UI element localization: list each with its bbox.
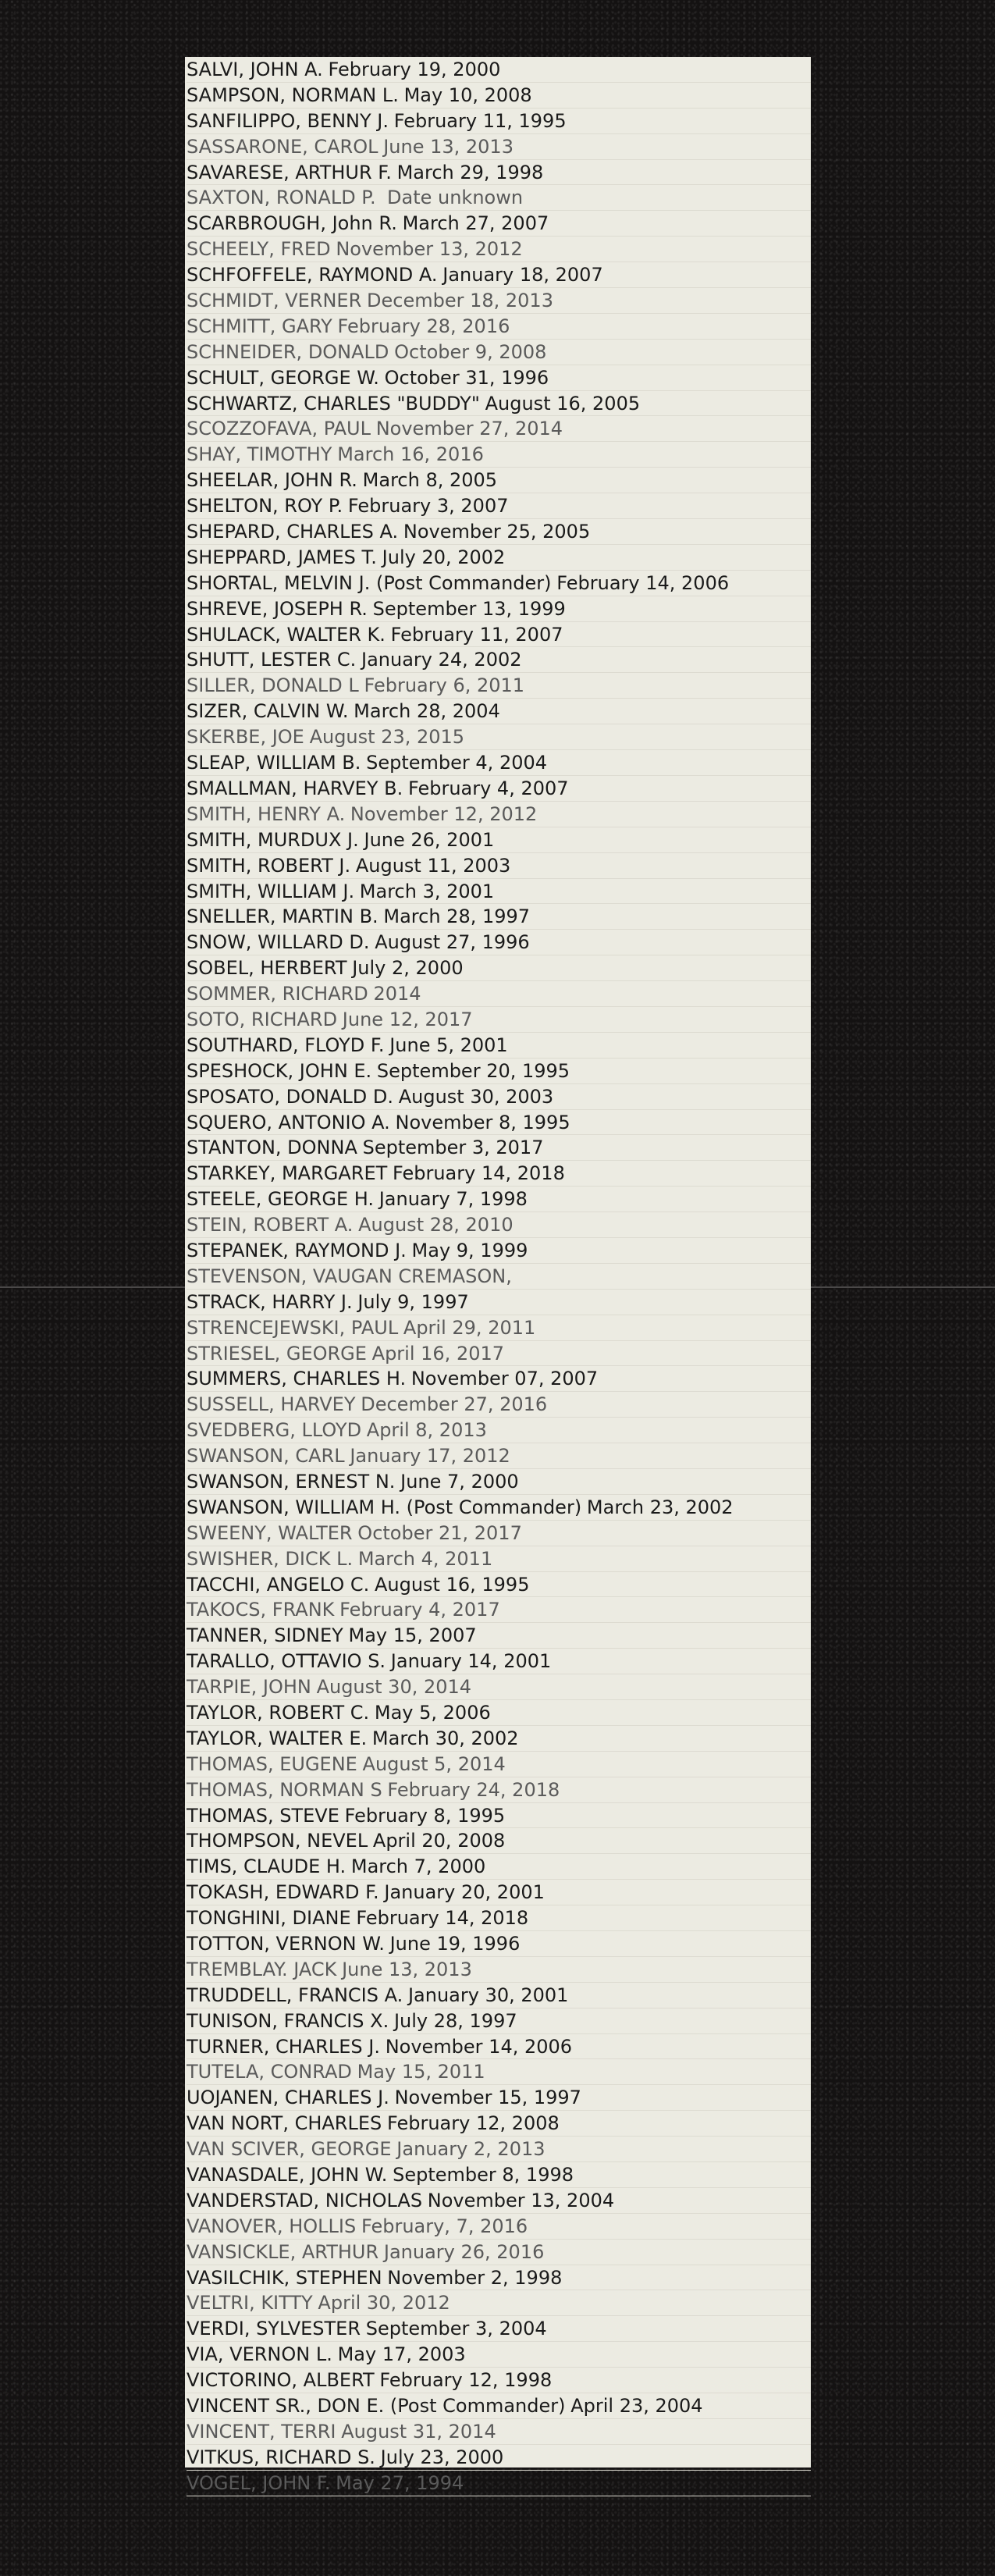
list-item [187, 1315, 811, 1341]
member-name: SMALLMAN, HARVEY B. [187, 777, 403, 799]
list-item [187, 1264, 811, 1290]
member-date: August 30, 2003 [398, 1085, 554, 1108]
member-name: TACCHI, ANGELO C. [187, 1573, 370, 1596]
list-item [187, 647, 811, 673]
member-date: January 18, 2007 [442, 264, 603, 286]
member-name: VITKUS, RICHARD S. [187, 2446, 375, 2468]
member-name: TAKOCS, FRANK [187, 1599, 335, 1621]
member-name: TUNISON, FRANCIS X. [187, 2009, 389, 2032]
member-date: August 23, 2015 [309, 726, 465, 749]
member-name: VANDERSTAD, NICHOLAS [187, 2189, 423, 2211]
member-name: VIA, VERNON L. [187, 2343, 332, 2366]
member-name: SHORTAL, MELVIN J. (Post Commander) [187, 571, 552, 594]
list-item [187, 493, 811, 519]
member-name: STEIN, ROBERT A. [187, 1214, 354, 1236]
member-name: SHEPARD, CHARLES A. [187, 521, 399, 543]
member-name: SASSARONE, CAROL [187, 135, 378, 158]
member-date: November 07, 2007 [410, 1368, 599, 1390]
list-item [187, 185, 811, 211]
list-item [187, 391, 811, 417]
member-name: TUTELA, CONRAD [187, 2061, 352, 2083]
member-date: June 12, 2017 [342, 1008, 473, 1030]
member-date: January 7, 1998 [378, 1188, 528, 1211]
member-date: March 23, 2002 [586, 1496, 734, 1518]
member-date: February, 7, 2016 [361, 2215, 528, 2237]
member-name: SCHWARTZ, CHARLES "BUDDY" [187, 392, 480, 415]
member-date: July 28, 1997 [393, 2009, 517, 2032]
member-name: VANASDALE, JOHN W. [187, 2164, 388, 2186]
member-date: February 8, 1995 [344, 1804, 506, 1827]
member-date: June 19, 1996 [389, 1933, 521, 1955]
member-name: STRACK, HARRY J. [187, 1290, 353, 1313]
member-name: SWEENY, WALTER [187, 1521, 353, 1544]
member-date: February 4, 2007 [407, 777, 569, 799]
member-date: February 28, 2016 [337, 315, 510, 337]
member-date: March 4, 2011 [357, 1547, 493, 1570]
list-item [187, 2188, 811, 2214]
memorial-name-panel [185, 57, 811, 2494]
member-date: May 27, 1994 [336, 2471, 464, 2494]
list-item [187, 416, 811, 442]
member-name: STRENCEJEWSKI, PAUL [187, 1316, 399, 1339]
member-name: SPOSATO, DONALD D. [187, 1085, 393, 1108]
member-name: SHULACK, WALTER K. [187, 623, 386, 646]
member-name: SMITH, ROBERT J. [187, 854, 351, 877]
member-date: March 8, 2005 [362, 469, 498, 492]
member-name: SMITH, HENRY A. [187, 802, 346, 825]
member-name: SOMMER, RICHARD [187, 983, 368, 1005]
list-item [187, 160, 811, 186]
list-item [187, 1469, 811, 1495]
member-name: TOKASH, EDWARD F. [187, 1881, 379, 1904]
list-item [187, 622, 811, 648]
member-name: VAN NORT, CHARLES [187, 2112, 382, 2135]
member-date: March 28, 2004 [354, 700, 500, 723]
member-date: April 30, 2012 [318, 2292, 450, 2314]
member-date: December 18, 2013 [367, 290, 553, 312]
member-name: SWANSON, ERNEST N. [187, 1470, 396, 1493]
list-item [187, 1546, 811, 1572]
member-date: May 15, 2007 [348, 1624, 477, 1647]
list-item [187, 853, 811, 879]
list-item [187, 2240, 811, 2265]
member-date: July 2, 2000 [352, 957, 464, 980]
list-item [187, 2034, 811, 2060]
list-item [187, 2445, 811, 2471]
member-date: June 7, 2000 [400, 1470, 519, 1493]
member-date: 2014 [373, 983, 421, 1005]
member-date: February 12, 1998 [379, 2369, 553, 2392]
member-name: VICTORINO, ALBERT [187, 2369, 375, 2392]
member-date: Date unknown [381, 187, 524, 209]
member-name: VINCENT SR., DON E. (Post Commander) [187, 2395, 566, 2418]
list-item [187, 2419, 811, 2445]
list-item [187, 1674, 811, 1700]
member-date: May 15, 2011 [357, 2061, 485, 2083]
member-name: TIMS, CLAUDE H. [187, 1856, 346, 1878]
list-item [187, 1135, 811, 1161]
list-item [187, 211, 811, 237]
member-name: SCHULT, GEORGE W. [187, 366, 379, 389]
member-name: TARPIE, JOHN [187, 1676, 311, 1699]
member-date: November 15, 1997 [394, 2087, 581, 2109]
member-date: March 27, 2007 [402, 212, 549, 235]
list-item [187, 2008, 811, 2034]
list-item [187, 2085, 811, 2111]
list-item [187, 750, 811, 776]
member-date: February 24, 2018 [387, 1778, 560, 1801]
list-item [187, 83, 811, 109]
list-item [187, 2111, 811, 2137]
member-date: May 17, 2003 [337, 2343, 466, 2366]
list-item [187, 468, 811, 493]
member-name: SCHMITT, GARY [187, 315, 332, 337]
list-item [187, 1033, 811, 1059]
member-date: March 28, 1997 [383, 906, 531, 928]
list-item [187, 1212, 811, 1238]
member-date: May 9, 1999 [411, 1239, 528, 1261]
member-date: June 5, 2001 [389, 1034, 508, 1056]
member-date: November 25, 2005 [403, 521, 591, 543]
list-item [187, 1803, 811, 1829]
member-name: THOMPSON, NEVEL [187, 1830, 368, 1852]
member-name: SCARBROUGH, John R. [187, 212, 397, 235]
member-name: SOUTHARD, FLOYD F. [187, 1034, 385, 1056]
member-name: SWANSON, CARL [187, 1445, 345, 1468]
member-date: August 11, 2003 [355, 854, 511, 877]
member-date: October 9, 2008 [394, 340, 547, 363]
member-date: January 17, 2012 [350, 1445, 510, 1468]
list-item [187, 2162, 811, 2188]
list-item [187, 2368, 811, 2393]
list-item [187, 1290, 811, 1315]
member-name: SIZER, CALVIN W. [187, 700, 349, 723]
member-date: November 14, 2006 [385, 2035, 573, 2058]
list-item [187, 134, 811, 160]
list-item [187, 673, 811, 699]
member-date: February 12, 2008 [386, 2112, 560, 2135]
member-date: February 4, 2017 [339, 1599, 500, 1621]
list-item [187, 1007, 811, 1033]
list-item [187, 724, 811, 750]
list-item [187, 519, 811, 545]
member-date: April 8, 2013 [366, 1419, 487, 1442]
member-date: March 30, 2002 [371, 1727, 519, 1749]
member-name: SPESHOCK, JOHN E. [187, 1059, 372, 1082]
member-date: January 26, 2016 [383, 2240, 545, 2263]
member-name: SHELTON, ROY P. [187, 495, 343, 518]
member-name: SCHMIDT, VERNER [187, 290, 362, 312]
member-date: August 31, 2014 [341, 2420, 496, 2443]
member-date: January 24, 2002 [361, 649, 522, 671]
list-item [187, 365, 811, 391]
member-name: VAN SCIVER, GEORGE [187, 2138, 392, 2161]
member-name: VINCENT, TERRI [187, 2420, 336, 2443]
member-date: September 3, 2004 [365, 2318, 547, 2340]
list-item [187, 1521, 811, 1546]
list-item [187, 314, 811, 340]
list-item [187, 109, 811, 134]
member-name: TOTTON, VERNON W. [187, 1933, 385, 1955]
list-item [187, 1418, 811, 1443]
member-name: VELTRI, KITTY [187, 2292, 313, 2314]
list-item [187, 1238, 811, 1264]
member-name: TONGHINI, DIANE [187, 1907, 351, 1930]
member-date: February 11, 2007 [390, 623, 563, 646]
member-date: May 10, 2008 [403, 84, 532, 106]
member-name: SCHNEIDER, DONALD [187, 340, 389, 363]
member-date: August 27, 1996 [375, 931, 530, 954]
member-name: SOTO, RICHARD [187, 1008, 338, 1030]
list-item [187, 955, 811, 981]
member-date: April 16, 2017 [371, 1342, 505, 1364]
list-item [187, 1777, 811, 1803]
list-item [187, 1341, 811, 1367]
member-date: January 14, 2001 [390, 1650, 552, 1673]
member-name: TAYLOR, WALTER E. [187, 1727, 368, 1749]
list-item [187, 2214, 811, 2240]
member-date: March 3, 2001 [359, 880, 495, 902]
list-item [187, 802, 811, 827]
member-date: September 4, 2004 [366, 752, 548, 774]
member-date: June 13, 2013 [342, 1958, 472, 1980]
name-list [187, 57, 811, 2496]
member-date: January 30, 2001 [407, 1984, 569, 2006]
member-date: September 8, 1998 [393, 2164, 574, 2186]
member-date: February 14, 2018 [356, 1907, 529, 1930]
list-item [187, 1880, 811, 1905]
member-name: SNOW, WILLARD D. [187, 931, 370, 954]
member-name: SANFILIPPO, BENNY J. [187, 109, 389, 132]
member-date: November 2, 1998 [387, 2266, 563, 2289]
member-name: SQUERO, ANTONIO A. [187, 1111, 390, 1133]
member-date: September 20, 1995 [376, 1059, 570, 1082]
member-name: SCHFOFFELE, RAYMOND A. [187, 264, 438, 286]
member-date: August 16, 1995 [374, 1573, 530, 1596]
member-date: October 31, 1996 [384, 366, 549, 389]
member-name: VERDI, SYLVESTER [187, 2318, 361, 2340]
member-date: September 13, 1999 [372, 597, 566, 620]
member-name: SHUTT, LESTER C. [187, 649, 357, 671]
member-date: May 5, 2006 [374, 1702, 491, 1724]
list-item [187, 879, 811, 905]
member-date: January 20, 2001 [384, 1881, 545, 1904]
member-name: SLEAP, WILLIAM B. [187, 752, 361, 774]
list-item [187, 699, 811, 724]
member-name: SNELLER, MARTIN B. [187, 906, 378, 928]
member-name: SUSSELL, HARVEY [187, 1393, 356, 1416]
member-name: STEVENSON, VAUGAN CREMASON, [187, 1265, 512, 1287]
member-name: TURNER, CHARLES J. [187, 2035, 380, 2058]
member-name: VOGEL, JOHN F. [187, 2471, 331, 2494]
list-item [187, 1366, 811, 1392]
list-item [187, 571, 811, 596]
list-item [187, 1572, 811, 1598]
member-date: July 9, 1997 [357, 1290, 469, 1313]
list-item [187, 2137, 811, 2162]
member-name: THOMAS, STEVE [187, 1804, 339, 1827]
member-date: July 20, 2002 [382, 546, 506, 568]
member-name: SAXTON, RONALD P. [187, 187, 376, 209]
member-date: June 26, 2001 [364, 828, 495, 851]
member-name: SMITH, MURDUX J. [187, 828, 359, 851]
member-date: April 20, 2008 [372, 1830, 506, 1852]
member-date: September 3, 2017 [362, 1137, 544, 1159]
member-name: THOMAS, NORMAN S [187, 1778, 382, 1801]
member-date: January 2, 2013 [396, 2138, 545, 2161]
member-date: February 3, 2007 [347, 495, 509, 518]
member-date: October 21, 2017 [357, 1521, 522, 1544]
list-item [187, 1726, 811, 1752]
member-date: August 5, 2014 [362, 1752, 506, 1775]
list-item [187, 596, 811, 622]
member-date: February 14, 2006 [556, 571, 730, 594]
member-name: VASILCHIK, STEPHEN [187, 2266, 382, 2289]
member-name: STRIESEL, GEORGE [187, 1342, 367, 1364]
list-item [187, 1957, 811, 1983]
member-name: TRUDDELL, FRANCIS A. [187, 1984, 403, 2006]
list-item [187, 1983, 811, 2008]
member-date: November 13, 2004 [427, 2189, 615, 2211]
member-name: SAMPSON, NORMAN L. [187, 84, 399, 106]
list-item [187, 1649, 811, 1674]
list-item [187, 2471, 811, 2496]
member-date: August 28, 2010 [358, 1214, 513, 1236]
member-name: STANTON, DONNA [187, 1137, 357, 1159]
list-item [187, 1084, 811, 1110]
member-name: SALVI, JOHN A. [187, 59, 323, 80]
member-date: June 13, 2013 [383, 135, 513, 158]
list-item [187, 545, 811, 571]
list-item [187, 1059, 811, 1084]
list-item [187, 1392, 811, 1418]
list-item [187, 1110, 811, 1136]
member-date: March 16, 2016 [337, 443, 484, 466]
list-item [187, 2265, 811, 2291]
list-item [187, 1854, 811, 1880]
member-date: November 12, 2012 [350, 802, 538, 825]
list-item [187, 981, 811, 1007]
member-name: SCOZZOFAVA, PAUL [187, 418, 371, 440]
list-item [187, 262, 811, 288]
member-name: SKERBE, JOE [187, 726, 304, 749]
member-name: VANSICKLE, ARTHUR [187, 2240, 379, 2263]
list-item [187, 2393, 811, 2419]
list-item [187, 1931, 811, 1957]
member-date: April 29, 2011 [403, 1316, 536, 1339]
list-item [187, 1443, 811, 1469]
list-item [187, 340, 811, 365]
member-name: SUMMERS, CHARLES H. [187, 1368, 407, 1390]
member-name: SOBEL, HERBERT [187, 957, 347, 980]
list-item [187, 1495, 811, 1521]
member-date: August 30, 2014 [316, 1676, 472, 1699]
member-name: SAVARESE, ARTHUR F. [187, 161, 392, 183]
member-name: VANOVER, HOLLIS [187, 2215, 357, 2237]
member-name: SILLER, DONALD L [187, 674, 359, 697]
list-item [187, 237, 811, 262]
list-item [187, 2316, 811, 2342]
list-item [187, 2059, 811, 2085]
list-item [187, 827, 811, 853]
member-date: November 27, 2014 [375, 418, 563, 440]
member-name: SCHEELY, FRED [187, 238, 331, 261]
list-item [187, 1597, 811, 1623]
member-date: April 23, 2004 [570, 2395, 703, 2418]
member-name: STEPANEK, RAYMOND J. [187, 1239, 407, 1261]
list-item [187, 1752, 811, 1777]
member-name: TARALLO, OTTAVIO S. [187, 1650, 386, 1673]
list-item [187, 2342, 811, 2368]
list-item [187, 442, 811, 468]
member-date: November 13, 2012 [336, 238, 523, 261]
list-item [187, 904, 811, 930]
member-name: STARKEY, MARGARET [187, 1162, 388, 1185]
member-date: February 6, 2011 [364, 674, 525, 697]
member-name: STEELE, GEORGE H. [187, 1188, 374, 1211]
member-name: UOJANEN, CHARLES J. [187, 2087, 389, 2109]
member-date: December 27, 2016 [361, 1393, 548, 1416]
member-name: SHAY, TIMOTHY [187, 443, 332, 466]
member-name: SWISHER, DICK L. [187, 1547, 354, 1570]
member-date: February 19, 2000 [328, 59, 501, 80]
list-item [187, 1623, 811, 1649]
member-date: February 11, 1995 [393, 109, 567, 132]
member-date: March 7, 2000 [350, 1856, 486, 1878]
member-date: August 16, 2005 [485, 392, 641, 415]
list-item [187, 1905, 811, 1931]
member-name: THOMAS, EUGENE [187, 1752, 357, 1775]
list-item [187, 930, 811, 955]
list-item [187, 1700, 811, 1726]
member-name: SHEELAR, JOHN R. [187, 469, 357, 492]
list-item [187, 776, 811, 802]
member-date: March 29, 1998 [396, 161, 544, 183]
list-item [187, 1828, 811, 1854]
list-item [187, 57, 811, 83]
list-item [187, 1161, 811, 1187]
list-item [187, 2290, 811, 2316]
list-item [187, 1187, 811, 1212]
member-name: TAYLOR, ROBERT C. [187, 1702, 370, 1724]
member-name: SWANSON, WILLIAM H. (Post Commander) [187, 1496, 582, 1518]
member-name: SHREVE, JOSEPH R. [187, 597, 368, 620]
member-date: February 14, 2018 [392, 1162, 565, 1185]
member-name: TREMBLAY. JACK [187, 1958, 337, 1980]
member-date: November 8, 1995 [395, 1111, 570, 1133]
member-name: SMITH, WILLIAM J. [187, 880, 355, 902]
list-item [187, 288, 811, 314]
member-name: TANNER, SIDNEY [187, 1624, 343, 1647]
member-date: July 23, 2000 [380, 2446, 504, 2468]
member-name: SHEPPARD, JAMES T. [187, 546, 377, 568]
member-name: SVEDBERG, LLOYD [187, 1419, 362, 1442]
